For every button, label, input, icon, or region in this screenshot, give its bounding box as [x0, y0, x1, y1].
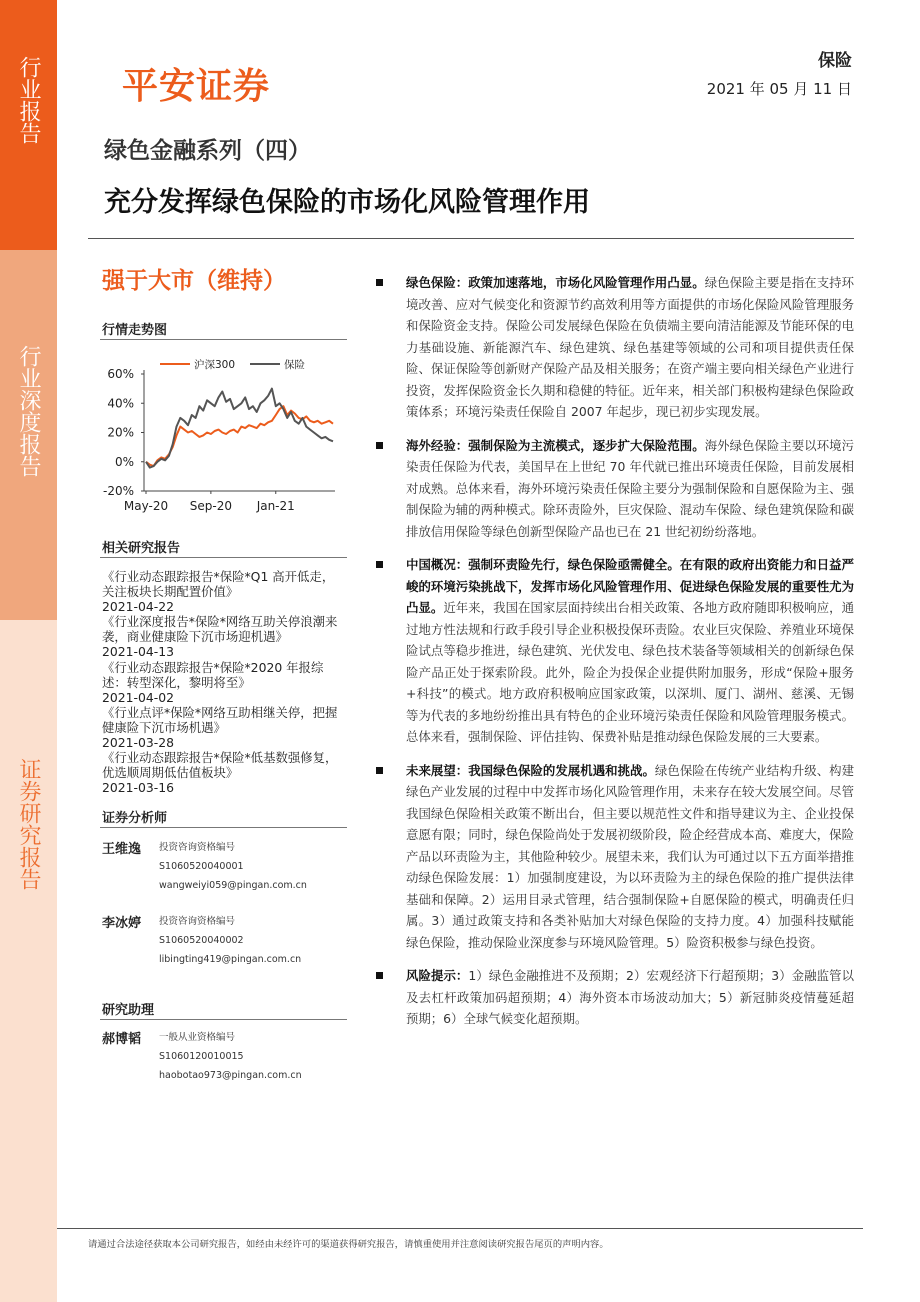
chart-x-tick-label: Sep-20	[189, 499, 232, 513]
analysts-divider	[100, 827, 347, 828]
analyst-code: S1060520040002	[159, 935, 244, 946]
summary-bullets	[376, 272, 854, 1042]
report-date: 2021 年 05 月 11 日	[706, 80, 852, 98]
trend-label: 行情走势图	[102, 323, 168, 338]
chart-x-tick-label: Jan-21	[256, 499, 295, 513]
assistant-divider	[100, 1019, 347, 1020]
report-series: 绿色金融系列（四）	[104, 138, 311, 164]
bullet-square-icon	[376, 279, 383, 286]
market-trend-chart	[100, 352, 347, 520]
chart-y-tick-label: 60%	[107, 367, 134, 381]
bullet-heading: 风险提示：	[406, 968, 469, 983]
company-logo: 平安证券	[122, 66, 271, 107]
bullet-heading: 绿色保险：政策加速落地，市场化风险管理作用凸显。	[406, 275, 705, 290]
analyst-name: 郝博韬	[102, 1032, 142, 1047]
analyst-email[interactable]: libingting419@pingan.com.cn	[159, 954, 302, 965]
bullet-heading: 中国概况：强制环责险先行，绿色保险亟需健全。在有限的政府出资能力和日益严峻的环境污染挑战下，发挥市场化风险管理作用、促进绿色保险发展的重要性尤为凸显。	[406, 557, 854, 615]
bullet-body: 绿色保险主要是指在支持环境改善、应对气候变化和资源节约高效利用等方面提供的市场化保险风险管理服务和保险资金支持。保险公司发展绿色保险在负债端主要向清洁能源及节能环保的电力基础设施、新能源汽车、绿色建筑、绿色基建等领域的公司和项目提供责任保险、保证保险等创新财产保险产品及相关服务；在资产端主要向相关绿色产业进行投资，发挥保险资金长久期和稳健的特征。近年来，相关部门积极构建绿色保险政策体系；环境污染责任保险自 2007 年起步，现已初步实现发展。	[406, 275, 854, 419]
bullet-square-icon	[376, 561, 383, 568]
bullet-body: 1）绿色金融推进不及预期；2）宏观经济下行超预期；3）金融监管以及去杠杆政策加码超预期；4）海外资本市场波动加大；5）新冠肺炎疫情蔓延超预期；6）全球气候变化超预期。	[406, 968, 854, 1026]
sidebar	[0, 0, 57, 1302]
related-reports-divider	[100, 557, 347, 558]
related-report-date: 2021-04-22	[102, 599, 175, 615]
sidebar-section-industry-deep-report: 行业深度报告	[0, 250, 57, 620]
chart-y-tick-label: 0%	[114, 454, 134, 469]
related-report-title: 《行业深度报告*保险*网络互助关停浪潮来袭，商业健康险下沉市场迎机遇》	[102, 614, 338, 645]
sidebar-section-securities-research: 证券研究报告	[0, 620, 57, 1302]
summary-bullet	[376, 965, 854, 1030]
bullet-body: 海外绿色保险主要以环境污染责任保险为代表，美国早在上世纪 70 年代就已推出环境责任保险，目前发展相对成熟。总体来看，海外环境污染责任保险主要分为强制保险和自愿保险为主、强制保险为辅的两种模式。除环责险外，巨灾保险、混动车保险、绿色建筑保险和碳排放信用保险等绿色创新型保险产品也已在 21 世纪初纷纷落地。	[406, 437, 854, 539]
bullet-body: 近年来，我国在国家层面持续出台相关政策、各地方政府随即积极响应，通过地方性法规和行政手段引导企业积极投保环责险。农业巨灾保险、养殖业环境保险试点等稳步推进，绿色建筑、光伏发电、绿色技术装备等领域相关的创新绿色保险产品正处于探索阶段。此外，险企为投保企业提供附加服务，形成“保险+服务+科技”的模式。地方政府积极响应国家政策，以深圳、厦门、湖州、慈溪、无锡等为代表的多地纷纷推出具有特色的企业环境污染责任保险和风险管理服务模式。总体来看，强制保险、评估挂钩、保费补贴是推动绿色保险发展的三大要素。	[406, 600, 855, 744]
bullet-square-icon	[376, 972, 383, 979]
chart-y-tick-label: 40%	[107, 396, 134, 411]
footer-disclaimer: 请通过合法途径获取本公司研究报告，如经由未经许可的渠道获得研究报告，请慎重使用并注意阅读研究报告尾页的声明内容。	[88, 1239, 609, 1250]
related-report-date: 2021-04-13	[102, 644, 175, 660]
chart-y-axis	[103, 367, 144, 498]
chart-series	[146, 389, 333, 468]
chart-y-tick-label: -20%	[102, 484, 134, 498]
analyst-code: S1060520040001	[159, 861, 244, 872]
bullet-heading: 未来展望：我国绿色保险的发展机遇和挑战。	[406, 762, 655, 778]
footer-divider	[57, 1228, 863, 1229]
sidebar-section-industry-report: 行业报告	[0, 0, 57, 250]
summary-bullet	[376, 272, 854, 423]
bullet-heading: 海外经验：强制保险为主流模式，逐步扩大保险范围。	[406, 437, 705, 453]
related-report-title: 《行业动态跟踪报告*保险*2020 年报综述：转型深化，黎明将至》	[102, 659, 324, 690]
bullet-body: 绿色保险在传统产业结构升级、构建绿色产业发展的过程中中发挥市场化风险管理作用，未来存在较大发展空间。尽管我国绿色保险相关政策不断出台，但主要以规范性文件和指导建议为主、企业投保意愿有限；同时，绿色保险尚处于发展初级阶段，险企经营成本高、难度大，保险产品以环责险为主，其他险种较少。展望未来，我们认为可通过以下五方面举措推动绿色保险发展：1）加强制度建设，为以环责险为主的绿色保险的推广提供法律基础和保障。2）运用目录式管理，结合强制保险+自愿保险的模式，明确责任归属。3）通过政策支持和各类补贴加大对绿色保险的支持力度。4）加强科技赋能绿色保险，推动保险业深度参与环境风险管理。5）险资积极参与绿色投资。	[406, 762, 855, 950]
summary-bullet	[376, 554, 854, 748]
analyst-name: 李冰婷	[102, 916, 142, 931]
related-report-date: 2021-04-02	[102, 689, 175, 705]
analysts-label: 证券分析师	[102, 811, 168, 826]
related-report-date: 2021-03-16	[102, 780, 175, 796]
chart-legend-label: 保险	[284, 359, 305, 371]
summary-bullet	[376, 435, 854, 543]
analyst-email[interactable]: haobotao973@pingan.com.cn	[159, 1070, 302, 1081]
analyst-cert: 投资咨询资格编号	[159, 842, 236, 853]
analyst-code: S1060120010015	[159, 1051, 244, 1062]
summary-bullet	[376, 760, 854, 954]
related-report-date: 2021-03-28	[102, 735, 175, 751]
bullet-square-icon	[376, 767, 383, 774]
analyst-email[interactable]: wangweiyi059@pingan.com.cn	[159, 880, 307, 891]
analyst-name: 王维逸	[102, 842, 142, 857]
chart-y-tick-label: 20%	[107, 425, 134, 440]
related-reports-label: 相关研究报告	[102, 541, 181, 556]
bullet-square-icon	[376, 442, 383, 449]
assistant-label: 研究助理	[102, 1003, 155, 1018]
chart-x-tick-label: May-20	[123, 499, 169, 513]
related-reports-list	[102, 569, 340, 795]
trend-divider	[100, 339, 347, 340]
header-divider	[88, 238, 854, 239]
chart-x-axis	[124, 491, 335, 513]
rating: 强于大市（维持）	[102, 268, 286, 294]
related-report-title: 《行业点评*保险*网络互助相继关停，把握健康险下沉市场机遇》	[102, 704, 338, 735]
sector-label: 保险	[818, 51, 852, 71]
report-title: 充分发挥绿色保险的市场化风险管理作用	[104, 187, 590, 218]
chart-legend	[160, 358, 305, 371]
related-report-title: 《行业动态跟踪报告*保险*低基数强修复，优选顺周期低估值板块》	[102, 750, 338, 781]
related-report-title: 《行业动态跟踪报告*保险*Q1 高开低走，关注板块长期配置价值》	[102, 569, 335, 600]
chart-legend-label: 沪深300	[194, 359, 236, 371]
analyst-cert: 投资咨询资格编号	[159, 916, 236, 927]
analyst-cert: 一般从业资格编号	[159, 1032, 236, 1043]
